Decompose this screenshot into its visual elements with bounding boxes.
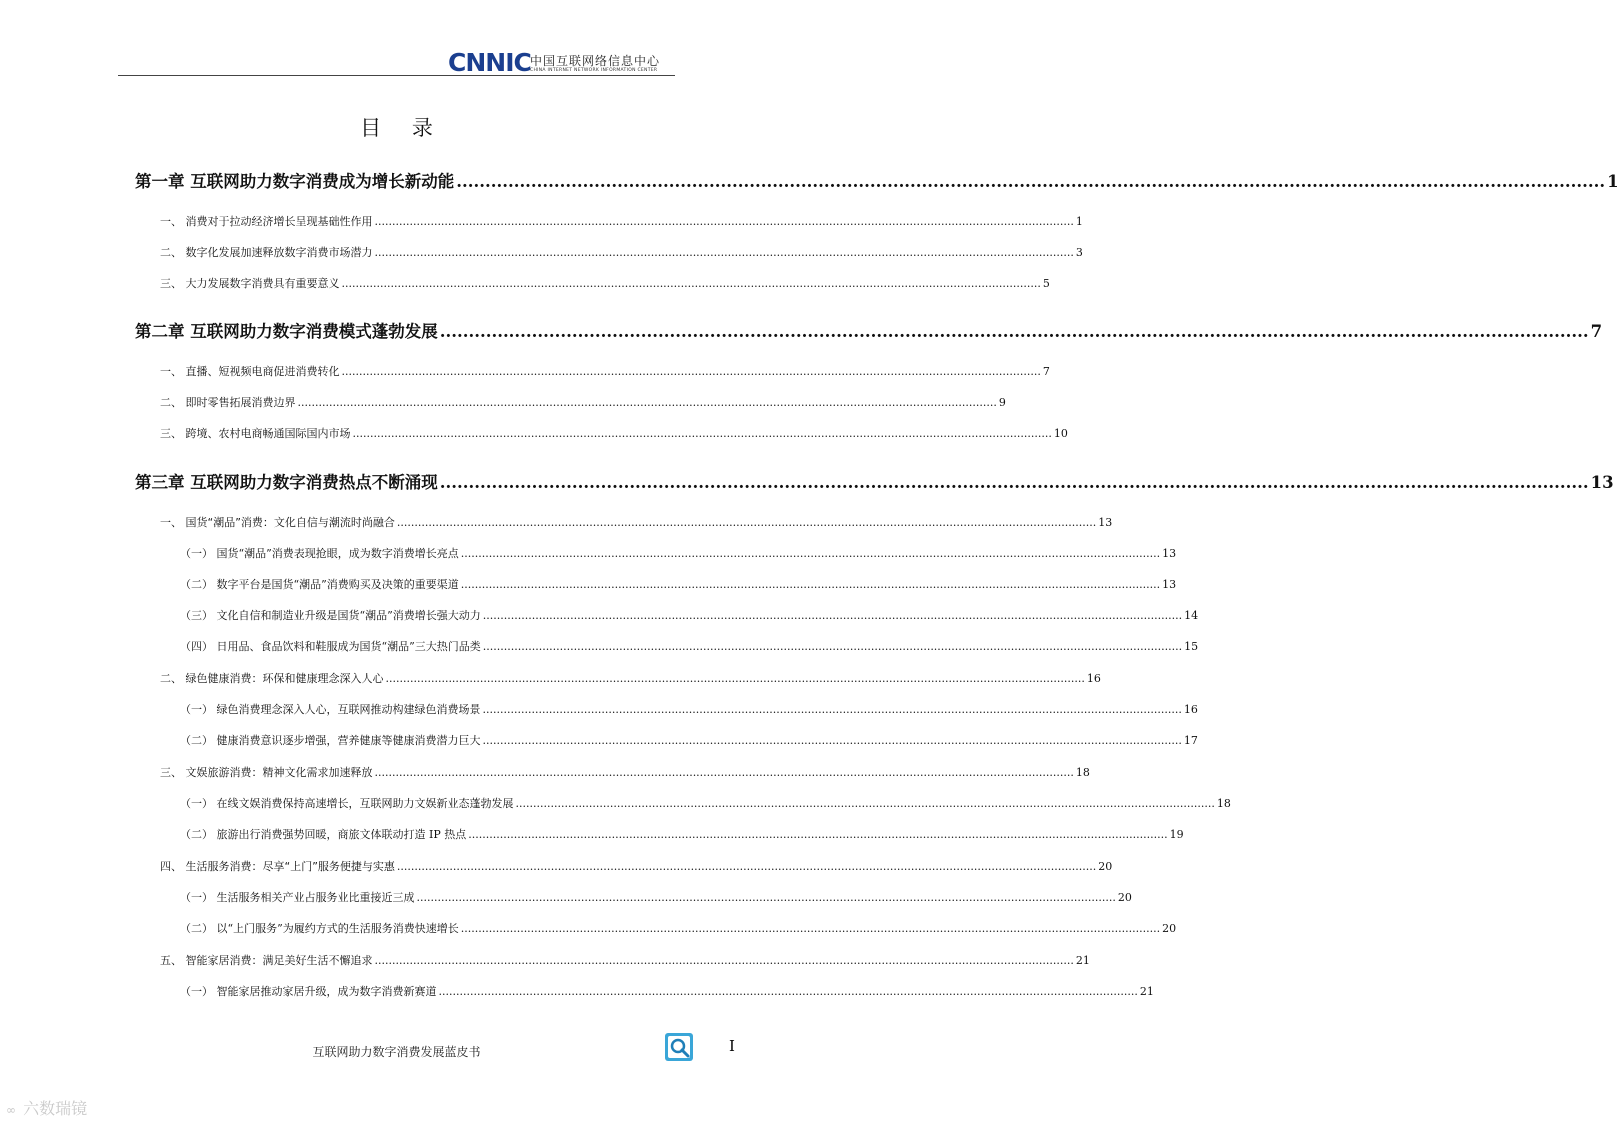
logo-chinese-name: 中国互联网络信息中心	[530, 54, 661, 68]
toc-dot-leader: ........................................................................................................................................................................................................	[374, 215, 1074, 228]
toc-entry-label: 第一章 互联网助力数字消费成为增长新动能	[135, 172, 455, 191]
toc-entry-label: （二） 以“上门服务”为履约方式的生活服务消费快速增长	[180, 922, 459, 935]
toc-entry-page: 7	[1590, 322, 1603, 341]
toc-entry-label: 一、 直播、短视频电商促进消费转化	[160, 365, 340, 378]
toc-section-entry[interactable]	[160, 764, 1090, 780]
toc-entry-label: 三、 跨境、农村电商畅通国际国内市场	[160, 427, 351, 440]
toc-entry-page: 20	[1117, 891, 1132, 904]
toc-section-entry[interactable]	[160, 275, 1050, 291]
toc-entry-page: 13	[1590, 473, 1614, 492]
toc-dot-leader: ........................................................................................................................................................................................................	[468, 828, 1168, 841]
toc-dot-leader: ........................................................................................................................................................................................................	[352, 427, 1052, 440]
toc-entry-page: 15	[1184, 640, 1199, 653]
toc-entry-page: 1	[1075, 215, 1083, 228]
toc-chapter-entry[interactable]	[135, 469, 1614, 493]
toc-dot-leader: ........................................................................................................................................................................................................	[482, 703, 1182, 716]
cnnic-logo	[448, 50, 678, 76]
toc-section-entry[interactable]	[160, 514, 1113, 530]
toc-subsection-entry[interactable]	[180, 889, 1132, 905]
toc-entry-page: 21	[1075, 954, 1090, 967]
toc-entry-label: 一、 国货“潮品”消费：文化自信与潮流时尚融合	[160, 516, 395, 529]
toc-section-entry[interactable]	[160, 394, 1006, 410]
watermark	[6, 1096, 87, 1119]
toc-section-entry[interactable]	[160, 670, 1101, 686]
toc-section-entry[interactable]	[160, 858, 1113, 874]
toc-entry-page: 19	[1169, 828, 1184, 841]
toc-entry-page: 17	[1183, 734, 1198, 747]
header-divider	[118, 75, 675, 76]
toc-dot-leader: ........................................................................................................................................................................................................	[374, 954, 1074, 967]
toc-dot-leader: ........................................................................................................................................................................................................	[460, 578, 1161, 591]
toc-entry-page: 10	[1053, 427, 1068, 440]
toc-subsection-entry[interactable]	[180, 607, 1199, 623]
toc-dot-leader: ........................................................................................................................................................................................................	[439, 473, 1589, 492]
toc-entry-page: 16	[1183, 703, 1198, 716]
toc-subsection-entry[interactable]	[180, 701, 1198, 717]
toc-entry-label: 四、 生活服务消费：尽享“上门”服务便捷与实惠	[160, 860, 395, 873]
toc-dot-leader: ........................................................................................................................................................................................................	[416, 891, 1116, 904]
loop-icon: ∞	[6, 1103, 16, 1117]
toc-entry-label: 五、 智能家居消费：满足美好生活不懈追求	[160, 954, 373, 967]
toc-dot-leader: ........................................................................................................................................................................................................	[482, 609, 1183, 622]
toc-dot-leader: ........................................................................................................................................................................................................	[482, 734, 1182, 747]
magnifier-document-icon	[664, 1032, 694, 1062]
toc-section-entry[interactable]	[160, 952, 1090, 968]
toc-chapter-entry[interactable]	[135, 168, 1619, 192]
toc-entry-label: 二、 即时零售拓展消费边界	[160, 396, 296, 409]
toc-subsection-entry[interactable]	[180, 983, 1154, 999]
toc-entry-page: 14	[1184, 609, 1199, 622]
toc-entry-label: （一） 国货“潮品”消费表现抢眼，成为数字消费增长亮点	[180, 547, 459, 560]
toc-entry-label: （一） 智能家居推动家居升级，成为数字消费新赛道	[180, 985, 437, 998]
toc-dot-leader: ........................................................................................................................................................................................................	[374, 246, 1074, 259]
toc-entry-label: （二） 旅游出行消费强势回暖，商旅文体联动打造 IP 热点	[180, 828, 467, 841]
toc-entry-label: （四） 日用品、食品饮料和鞋服成为国货“潮品”三大热门品类	[180, 640, 481, 653]
toc-entry-label: 三、 文娱旅游消费：精神文化需求加速释放	[160, 766, 373, 779]
toc-entry-page: 21	[1139, 985, 1154, 998]
toc-dot-leader: ........................................................................................................................................................................................................	[396, 516, 1097, 529]
toc-entry-page: 13	[1162, 547, 1177, 560]
toc-entry-label: （一） 在线文娱消费保持高速增长，互联网助力文娱新业态蓬勃发展	[180, 797, 514, 810]
toc-entry-page: 7	[1042, 365, 1050, 378]
toc-entry-label: 二、 数字化发展加速释放数字消费市场潜力	[160, 246, 373, 259]
toc-entry-page: 9	[998, 396, 1006, 409]
toc-entry-label: （三） 文化自信和制造业升级是国货“潮品”消费增长强大动力	[180, 609, 481, 622]
toc-title: 目 录	[360, 116, 445, 140]
toc-section-entry[interactable]	[160, 363, 1050, 379]
toc-section-entry[interactable]	[160, 244, 1083, 260]
toc-entry-page: 1	[1607, 172, 1619, 191]
footer-title: 互联网助力数字消费发展蓝皮书	[312, 1045, 481, 1059]
toc-entry-label: （一） 生活服务相关产业占服务业比重接近三成	[180, 891, 415, 904]
toc-entry-label: 一、 消费对于拉动经济增长呈现基础性作用	[160, 215, 373, 228]
toc-entry-label: 第三章 互联网助力数字消费热点不断涌现	[135, 473, 438, 492]
toc-dot-leader: ........................................................................................................................................................................................................	[374, 766, 1074, 779]
toc-dot-leader: ........................................................................................................................................................................................................	[460, 922, 1161, 935]
toc-subsection-entry[interactable]	[180, 795, 1231, 811]
toc-subsection-entry[interactable]	[180, 732, 1198, 748]
toc-entry-label: （二） 数字平台是国货“潮品”消费购买及决策的重要渠道	[180, 578, 459, 591]
toc-subsection-entry[interactable]	[180, 638, 1199, 654]
toc-entry-label: 二、 绿色健康消费：环保和健康理念深入人心	[160, 672, 384, 685]
toc-dot-leader: ........................................................................................................................................................................................................	[438, 985, 1138, 998]
toc-subsection-entry[interactable]	[180, 576, 1177, 592]
toc-entry-page: 5	[1042, 277, 1050, 290]
toc-dot-leader: ........................................................................................................................................................................................................	[341, 277, 1041, 290]
toc-entry-label: （一） 绿色消费理念深入人心，互联网推动构建绿色消费场景	[180, 703, 481, 716]
toc-subsection-entry[interactable]	[180, 920, 1177, 936]
toc-entry-page: 20	[1162, 922, 1177, 935]
toc-chapter-entry[interactable]	[135, 318, 1603, 342]
toc-entry-page: 13	[1098, 516, 1113, 529]
toc-dot-leader: ........................................................................................................................................................................................................	[385, 672, 1085, 685]
toc-entry-label: 三、 大力发展数字消费具有重要意义	[160, 277, 340, 290]
toc-section-entry[interactable]	[160, 213, 1083, 229]
toc-entry-page: 20	[1098, 860, 1113, 873]
toc-dot-leader: ........................................................................................................................................................................................................	[341, 365, 1041, 378]
logo-english-name: CHINA INTERNET NETWORK INFORMATION CENTER	[530, 68, 658, 73]
toc-dot-leader: ........................................................................................................................................................................................................	[439, 322, 1589, 341]
toc-subsection-entry[interactable]	[180, 545, 1177, 561]
toc-dot-leader: ........................................................................................................................................................................................................	[482, 640, 1183, 653]
toc-entry-page: 3	[1075, 246, 1083, 259]
toc-entry-page: 13	[1162, 578, 1177, 591]
toc-section-entry[interactable]	[160, 425, 1068, 441]
toc-entry-page: 16	[1086, 672, 1101, 685]
page-number: I	[729, 1037, 735, 1055]
toc-entry-page: 18	[1075, 766, 1090, 779]
toc-dot-leader: ........................................................................................................................................................................................................	[396, 860, 1097, 873]
toc-entry-page: 18	[1216, 797, 1231, 810]
toc-entry-label: 第二章 互联网助力数字消费模式蓬勃发展	[135, 322, 438, 341]
toc-entry-label: （二） 健康消费意识逐步增强，营养健康等健康消费潜力巨大	[180, 734, 481, 747]
toc-dot-leader: ........................................................................................................................................................................................................	[456, 172, 1606, 191]
logo-mark: CNNIC	[448, 48, 531, 77]
toc-subsection-entry[interactable]	[180, 826, 1184, 842]
watermark-text: 六数瑞镜	[23, 1099, 88, 1118]
toc-dot-leader: ........................................................................................................................................................................................................	[460, 547, 1161, 560]
toc-dot-leader: ........................................................................................................................................................................................................	[515, 797, 1215, 810]
toc-dot-leader: ........................................................................................................................................................................................................	[297, 396, 997, 409]
